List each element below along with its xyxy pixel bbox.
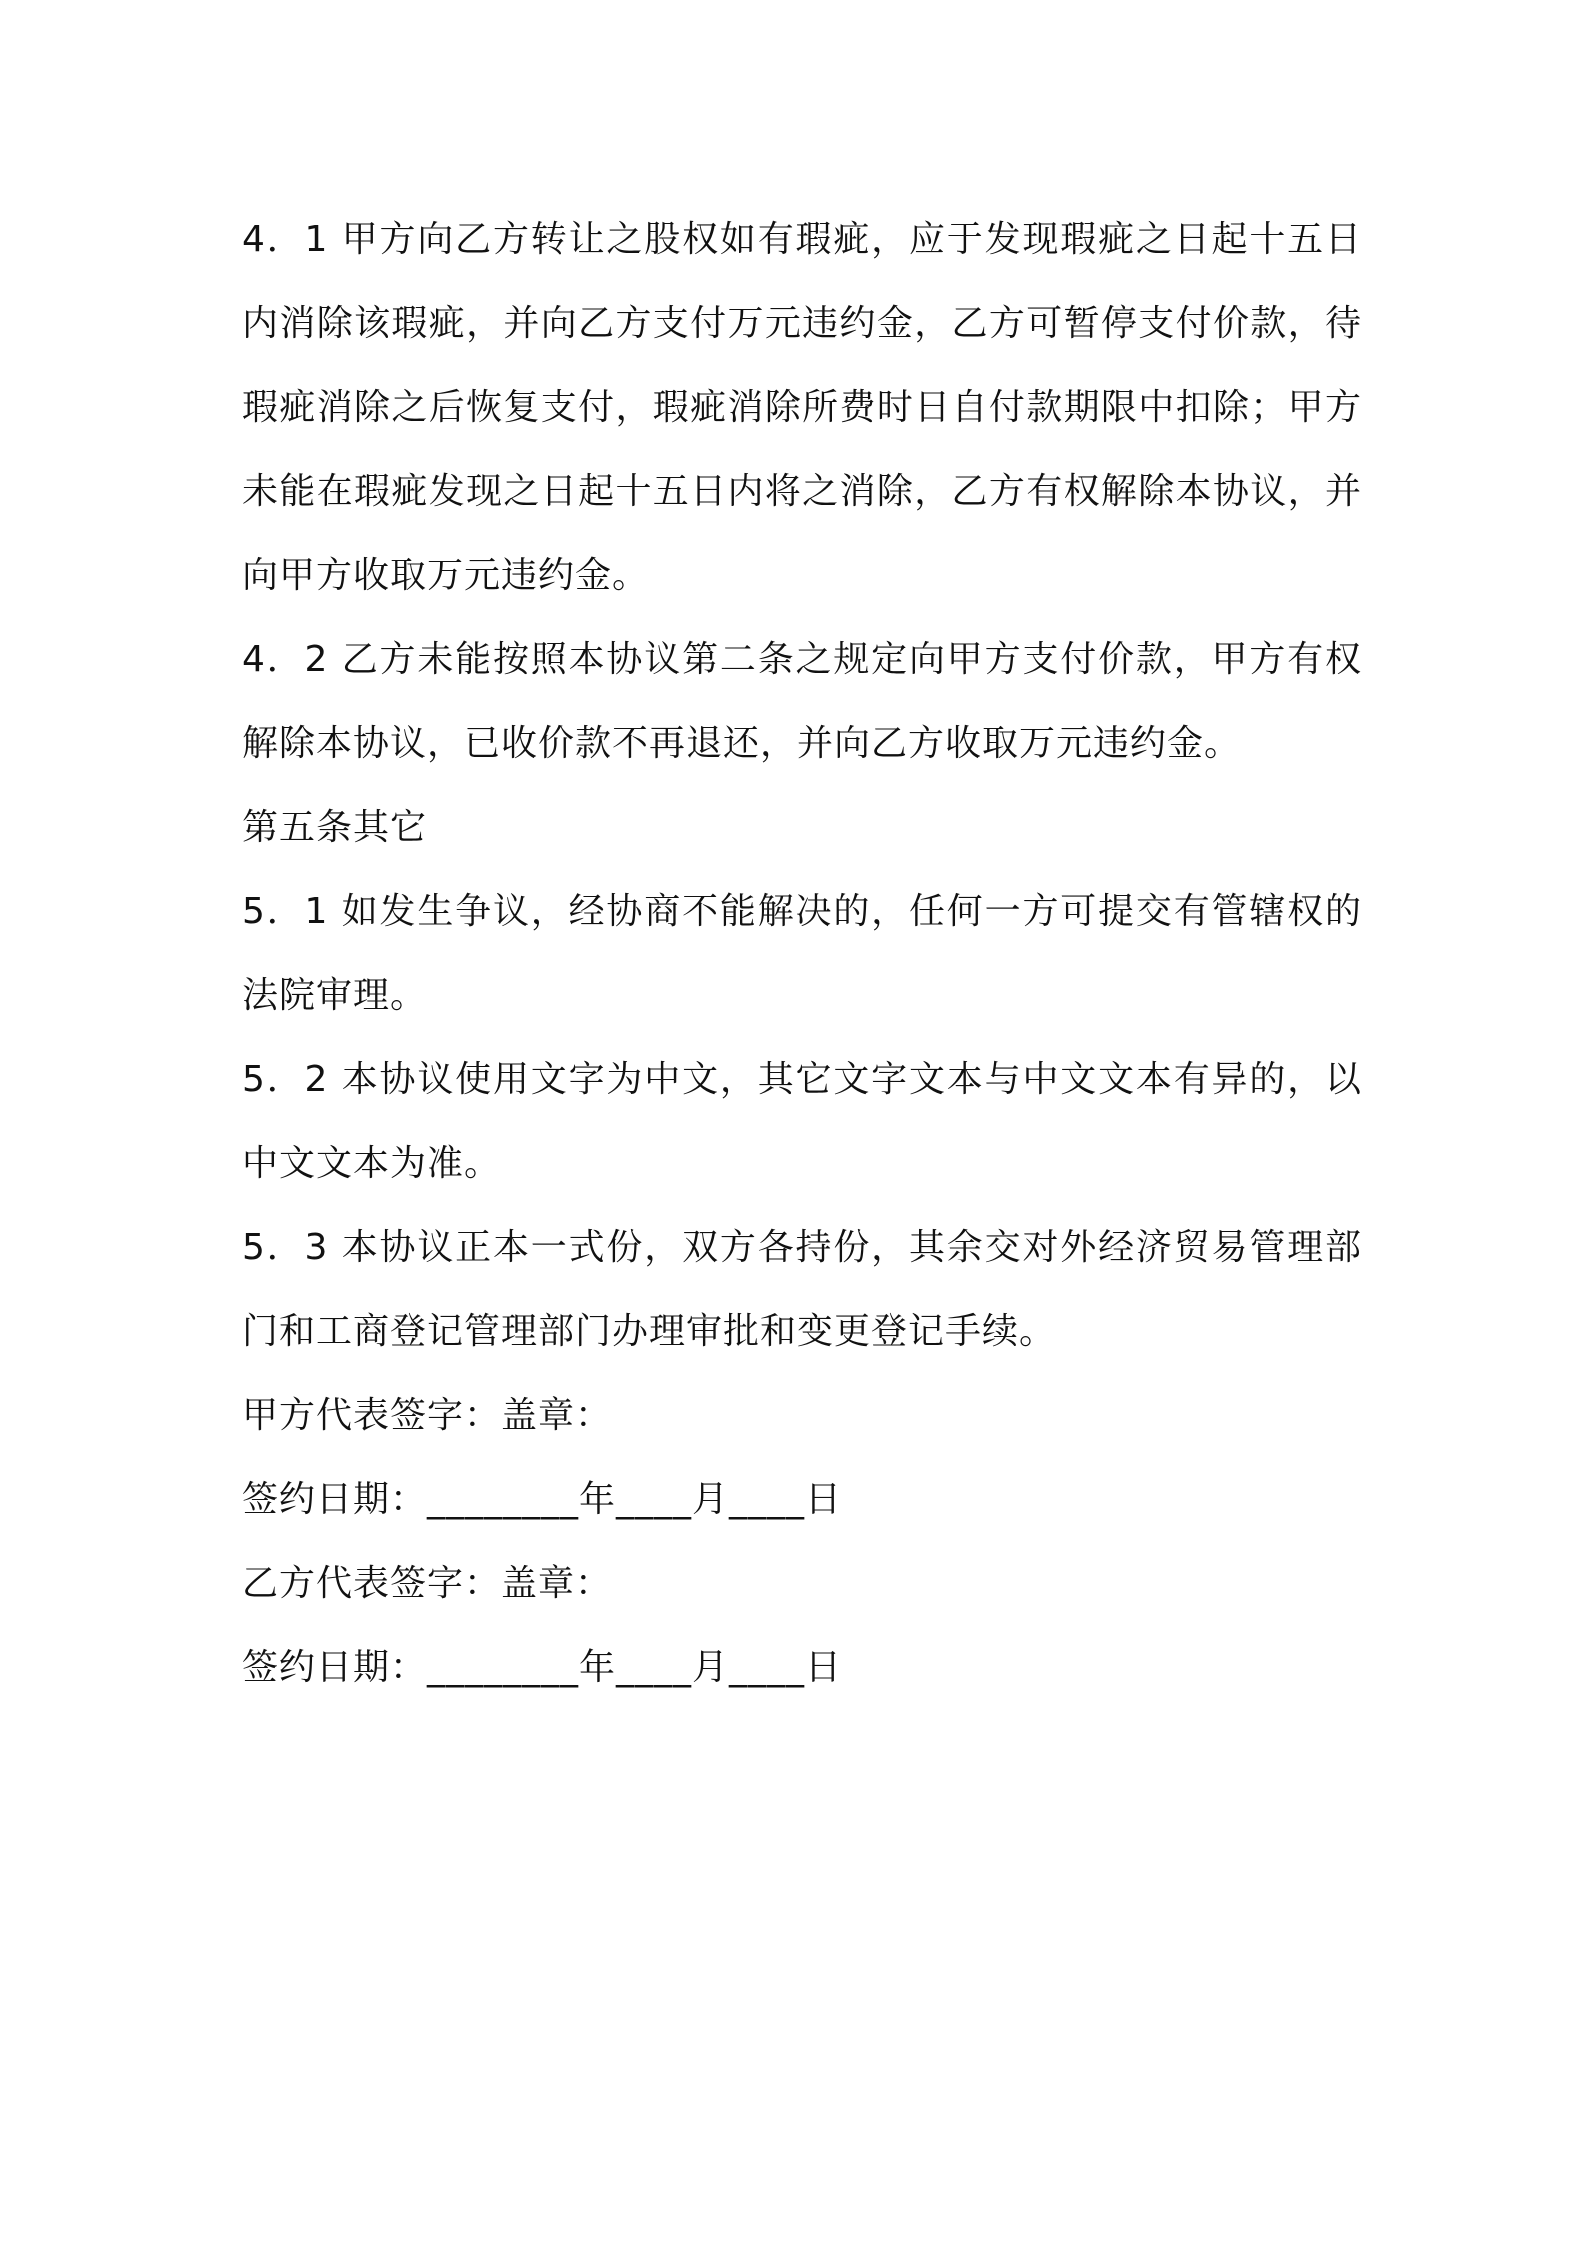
clause-5-1: 5．1 如发生争议，经协商不能解决的，任何一方可提交有管辖权的法院审理。	[242, 891, 1362, 1016]
document-page	[242, 198, 1362, 1710]
party-a-signature-line: 甲方代表签字：盖章：	[242, 1395, 613, 1436]
article-5-heading: 第五条其它	[242, 807, 428, 848]
clause-4-2: 4．2 乙方未能按照本协议第二条之规定向甲方支付价款，甲方有权解除本协议，已收价款不再退还，并向乙方收取万元违约金。	[242, 639, 1362, 764]
party-b-signature-line: 乙方代表签字：盖章：	[242, 1563, 613, 1604]
party-a-date-line: 签约日期：________年____月____日	[242, 1479, 843, 1520]
clause-5-3: 5．3 本协议正本一式份，双方各持份，其余交对外经济贸易管理部门和工商登记管理部门办理审批和变更登记手续。	[242, 1227, 1362, 1352]
clause-5-2: 5．2 本协议使用文字为中文，其它文字文本与中文文本有异的，以中文文本为准。	[242, 1059, 1362, 1184]
party-b-date-line: 签约日期：________年____月____日	[242, 1647, 843, 1688]
clause-4-1: 4．1 甲方向乙方转让之股权如有瑕疵，应于发现瑕疵之日起十五日内消除该瑕疵，并向乙方支付万元违约金，乙方可暂停支付价款，待瑕疵消除之后恢复支付，瑕疵消除所费时日自付款期限中扣除；甲方未能在瑕疵发现之日起十五日内将之消除，乙方有权解除本协议，并向甲方收取万元违约金。	[242, 219, 1362, 596]
